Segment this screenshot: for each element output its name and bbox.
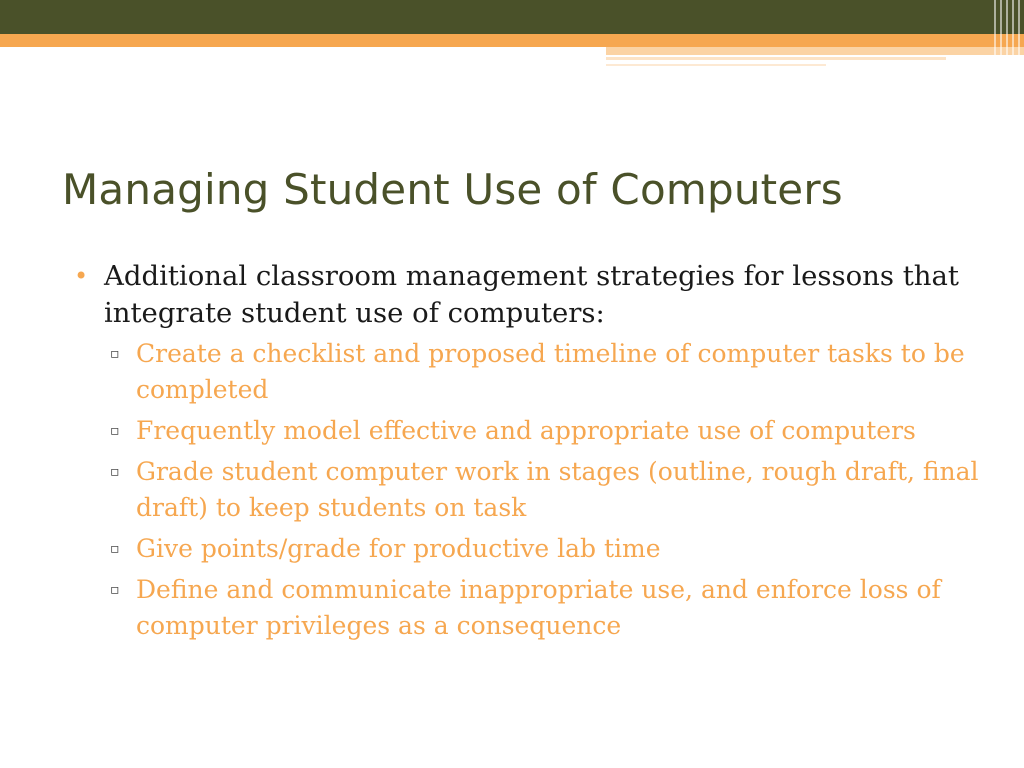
header-band-orange [0,34,1024,47]
main-bullet-text: Additional classroom management strategies for lessons that integrate student use of computers: [104,260,959,329]
slide-body [72,258,992,649]
header-band-dark [0,0,1024,34]
sub-bullet [104,531,992,567]
sub-bullet [104,413,992,449]
header-accent-line [606,64,826,66]
bullet-square-icon: ▫ [110,346,120,362]
sub-bullet-list [104,336,992,644]
sub-bullet-text: Create a checklist and proposed timeline of computer tasks to be completed [136,339,965,404]
header-stripes-decoration [994,0,1024,68]
sub-bullet-text: Define and communicate inappropriate use, and enforce loss of computer privileges as a consequence [136,575,941,640]
bullet-dot-icon: • [74,262,89,290]
slide-title: Managing Student Use of Computers [62,165,843,214]
bullet-square-icon: ▫ [110,582,120,598]
sub-bullet [104,454,992,526]
sub-bullet [104,572,992,644]
header-accent-line [606,57,946,60]
sub-bullet-text: Give points/grade for productive lab time [136,534,661,563]
bullet-square-icon: ▫ [110,423,120,439]
sub-bullet-text: Frequently model effective and appropriate use of computers [136,416,916,445]
header-band-orange-light [606,47,1024,55]
bullet-square-icon: ▫ [110,541,120,557]
bullet-square-icon: ▫ [110,464,120,480]
main-bullet [72,258,992,644]
sub-bullet [104,336,992,408]
sub-bullet-text: Grade student computer work in stages (outline, rough draft, final draft) to keep students on task [136,457,979,522]
